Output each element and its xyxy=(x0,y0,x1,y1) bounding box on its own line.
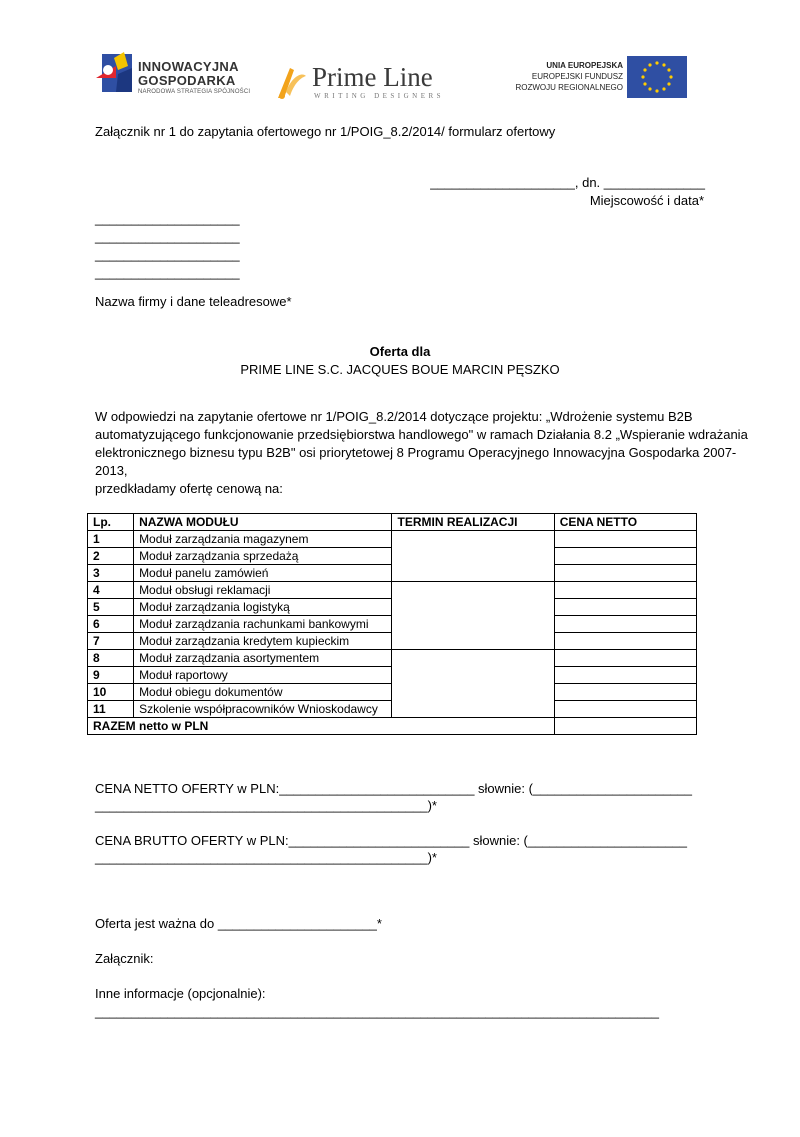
company-line: ____________________ xyxy=(95,229,240,244)
company-line: ____________________ xyxy=(95,247,240,262)
price-cell[interactable] xyxy=(554,565,696,582)
row-lp: 2 xyxy=(88,548,134,565)
eu-logo xyxy=(505,56,687,100)
price-cell[interactable] xyxy=(554,548,696,565)
price-cell[interactable] xyxy=(554,667,696,684)
term-cell-group-3[interactable] xyxy=(392,650,554,718)
row-name: Moduł zarządzania kredytem kupieckim xyxy=(134,633,392,650)
offer-recipient: PRIME LINE S.C. JACQUES BOUE MARCIN PĘSZKO xyxy=(240,362,560,377)
eu-line3: ROZWOJU REGIONALNEGO xyxy=(515,83,623,92)
intro-line: W odpowiedzi na zapytanie ofertowe nr 1/POIG_8.2/2014 dotyczące projektu: „Wdrożenie systemu B2B xyxy=(95,409,693,424)
offer-table xyxy=(87,513,697,735)
term-cell-group-2[interactable] xyxy=(392,582,554,650)
attachment-line: Załącznik nr 1 do zapytania ofertowego nr 1/POIG_8.2/2014/ formularz ofertowy xyxy=(95,124,556,139)
row-name: Moduł zarządzania sprzedażą xyxy=(134,548,392,565)
row-name: Szkolenie współpracowników Wnioskodawcy xyxy=(134,701,392,718)
intro-paragraph xyxy=(95,408,748,498)
price-cell[interactable] xyxy=(554,650,696,667)
row-name: Moduł obiegu dokumentów xyxy=(134,684,392,701)
row-lp: 6 xyxy=(88,616,134,633)
other-info-line[interactable]: ______________________________________________________________________________ xyxy=(95,1004,659,1019)
ig-line2: GOSPODARKA xyxy=(138,73,236,88)
table-total-row xyxy=(88,718,697,735)
eu-line2: EUROPEJSKI FUNDUSZ xyxy=(531,72,623,81)
row-lp: 5 xyxy=(88,599,134,616)
company-line: ____________________ xyxy=(95,265,240,280)
eu-line1: UNIA EUROPEJSKA xyxy=(546,61,623,70)
price-cell[interactable] xyxy=(554,633,696,650)
place-date-label: Miejscowość i data* xyxy=(589,193,704,208)
price-cell[interactable] xyxy=(554,531,696,548)
row-name: Moduł zarządzania magazynem xyxy=(134,531,392,548)
row-lp: 3 xyxy=(88,565,134,582)
price-cell[interactable] xyxy=(554,599,696,616)
col-header-name: NAZWA MODUŁU xyxy=(134,514,392,531)
prime-line-logo xyxy=(272,60,472,106)
eu-flag-icon xyxy=(627,56,687,98)
row-lp: 9 xyxy=(88,667,134,684)
row-lp: 4 xyxy=(88,582,134,599)
row-lp: 11 xyxy=(88,701,134,718)
row-name: Moduł zarządzania asortymentem xyxy=(134,650,392,667)
col-header-lp: Lp. xyxy=(88,514,134,531)
intro-line: przedkładamy ofertę cenową na: xyxy=(95,481,283,496)
total-price-cell[interactable] xyxy=(554,718,696,735)
intro-line: 2013, xyxy=(95,463,128,478)
other-info-label: Inne informacje (opcjonalnie): xyxy=(95,986,266,1001)
ig-line1: INNOWACYJNA xyxy=(138,59,239,74)
row-name: Moduł raportowy xyxy=(134,667,392,684)
row-name: Moduł zarządzania rachunkami bankowymi xyxy=(134,616,392,633)
intro-line: elektronicznego biznesu typu B2B" osi priorytetowej 8 Programu Operacyjnego Innowacyjna Gospodarka 2007- xyxy=(95,445,737,460)
offer-title: Oferta dla xyxy=(369,344,431,359)
row-lp: 10 xyxy=(88,684,134,701)
price-net-line1[interactable]: CENA NETTO OFERTY w PLN:___________________________ słownie: (______________________ xyxy=(95,781,692,796)
ig-emblem-icon xyxy=(94,48,134,100)
price-net-line2[interactable]: ______________________________________________)* xyxy=(95,798,437,813)
col-header-price: CENA NETTO xyxy=(554,514,696,531)
price-cell[interactable] xyxy=(554,582,696,599)
prime-line-name: Prime Line xyxy=(312,62,433,92)
price-cell[interactable] xyxy=(554,701,696,718)
table-row xyxy=(88,582,697,599)
total-label: RAZEM netto w PLN xyxy=(88,718,555,735)
row-lp: 8 xyxy=(88,650,134,667)
term-cell-group-1[interactable] xyxy=(392,531,554,582)
row-lp: 1 xyxy=(88,531,134,548)
innowacyjna-gospodarka-logo xyxy=(94,48,254,100)
row-name: Moduł obsługi reklamacji xyxy=(134,582,392,599)
row-name: Moduł zarządzania logistyką xyxy=(134,599,392,616)
prime-line-emblem-icon xyxy=(272,62,308,102)
place-date-line: ____________________, dn. ______________ xyxy=(430,175,705,190)
table-row xyxy=(88,531,697,548)
table-header-row xyxy=(88,514,697,531)
company-lines xyxy=(95,210,240,282)
intro-line: automatyzującego funkcjonowanie przedsiębiorstwa handlowego" w ramach Działania 8.2 „Wspieranie wdrażania xyxy=(95,427,748,442)
row-lp: 7 xyxy=(88,633,134,650)
ig-sub: NARODOWA STRATEGIA SPÓJNOŚCI xyxy=(138,89,251,95)
price-cell[interactable] xyxy=(554,684,696,701)
price-gross-line2[interactable]: ______________________________________________)* xyxy=(95,850,437,865)
company-line: ____________________ xyxy=(95,211,240,226)
price-gross-line1[interactable]: CENA BRUTTO OFERTY w PLN:_________________________ słownie: (______________________ xyxy=(95,833,687,848)
attachment-label: Załącznik: xyxy=(95,951,154,966)
validity-line[interactable]: Oferta jest ważna do ______________________* xyxy=(95,916,382,931)
company-label: Nazwa firmy i dane teleadresowe* xyxy=(95,294,292,309)
table-row xyxy=(88,650,697,667)
price-cell[interactable] xyxy=(554,616,696,633)
col-header-term: TERMIN REALIZACJI xyxy=(392,514,554,531)
prime-line-sub: WRITING DESIGNERS xyxy=(314,92,445,100)
row-name: Moduł panelu zamówień xyxy=(134,565,392,582)
